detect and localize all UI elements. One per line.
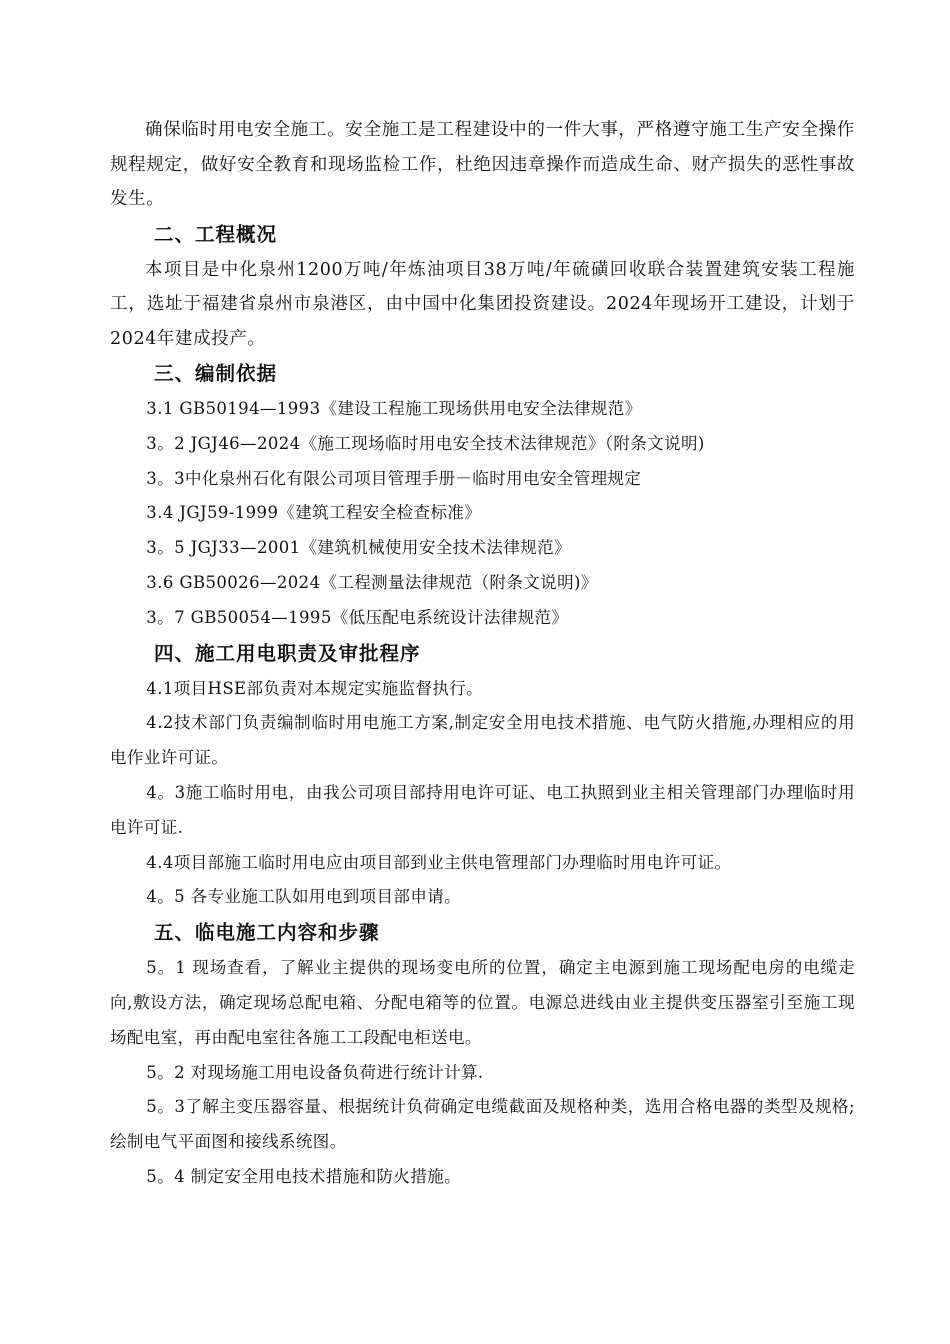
section3-item-6: 3.6 GB50026—2024《工程测量法律规范（附条文说明)》 [146, 572, 598, 592]
section3-heading: 三、编制依据 [154, 362, 278, 385]
section5-heading: 五、临电施工内容和步骤 [154, 921, 380, 945]
section4-item-4: 4.4项目部施工临时用电应由项目部到业主供电管理部门办理临时用电许可证。 [146, 852, 732, 872]
section5-item-3: 5。3了解主变压器容量、根据统计负荷确定电缆截面及规格种类，选用合格电器的类型及规格;绘制电气平面图和接线系统图。 [110, 1097, 855, 1152]
section5-item-1: 5。1 现场查看，了解业主提供的现场变电所的位置，确定主电源到施工现场配电房的电缆走向,敷设方法，确定现场总配电箱、分配电箱等的位置。电源总进线由业主提供变压器室引至施工现场配电室，再由配电室往各施工工段配电柜送电。 [110, 958, 855, 1047]
section3-item-7: 3。7 GB50054—1995《低压配电系统设计法律规范》 [146, 607, 569, 627]
section4-item-5: 4。5 各专业施工队如用电到项目部申请。 [146, 887, 462, 907]
section3-item-3: 3。3中化泉州石化有限公司项目管理手册－临时用电安全管理规定 [146, 468, 642, 488]
section4-item-1: 4.1项目HSE部负责对本规定实施监督执行。 [146, 678, 484, 698]
section3-item-1: 3.1 GB50194—1993《建设工程施工现场供用电安全法律规范》 [146, 399, 642, 418]
section3-item-2: 3。2 JGJ46—2024《施工现场临时用电安全技术法律规范》（附条文说明) [146, 433, 705, 453]
section4-item-3: 4。3施工临时用电，由我公司项目部持用电许可证、电工执照到业主相关管理部门办理临时用电许可证. [110, 782, 855, 837]
section5-item-2: 5。2 对现场施工用电设备负荷进行统计计算. [146, 1062, 484, 1082]
section4-item-2: 4.2技术部门负责编制临时用电施工方案,制定安全用电技术措施、电气防火措施,办理相应的用电作业许可证。 [110, 713, 855, 768]
section3-item-5: 3。5 JGJ33—2001《建筑机械使用安全技术法律规范》 [146, 538, 571, 558]
section2-heading: 二、工程概况 [154, 222, 278, 246]
section2-paragraph: 本项目是中化泉州1200万吨/年炼油项目38万吨/年硫磺回收联合装置建筑安装工程施工，选址于福建省泉州市泉港区，由中国中化集团投资建设。2024年现场开工建设，计划于2024年建成投产。 [110, 259, 855, 349]
section5-item-4: 5。4 制定安全用电技术措施和防火措施。 [146, 1166, 462, 1186]
document-page [110, 113, 855, 1195]
section3-item-4: 3.4 JGJ59-1999《建筑工程安全检查标准》 [146, 503, 482, 523]
section4-heading: 四、施工用电职责及审批程序 [154, 641, 421, 665]
intro-paragraph: 确保临时用电安全施工。安全施工是工程建设中的一件大事，严格遵守施工生产安全操作规程规定，做好安全教育和现场监检工作，杜绝因违章操作而造成生命、财产损失的恶性事故发生。 [110, 120, 855, 209]
